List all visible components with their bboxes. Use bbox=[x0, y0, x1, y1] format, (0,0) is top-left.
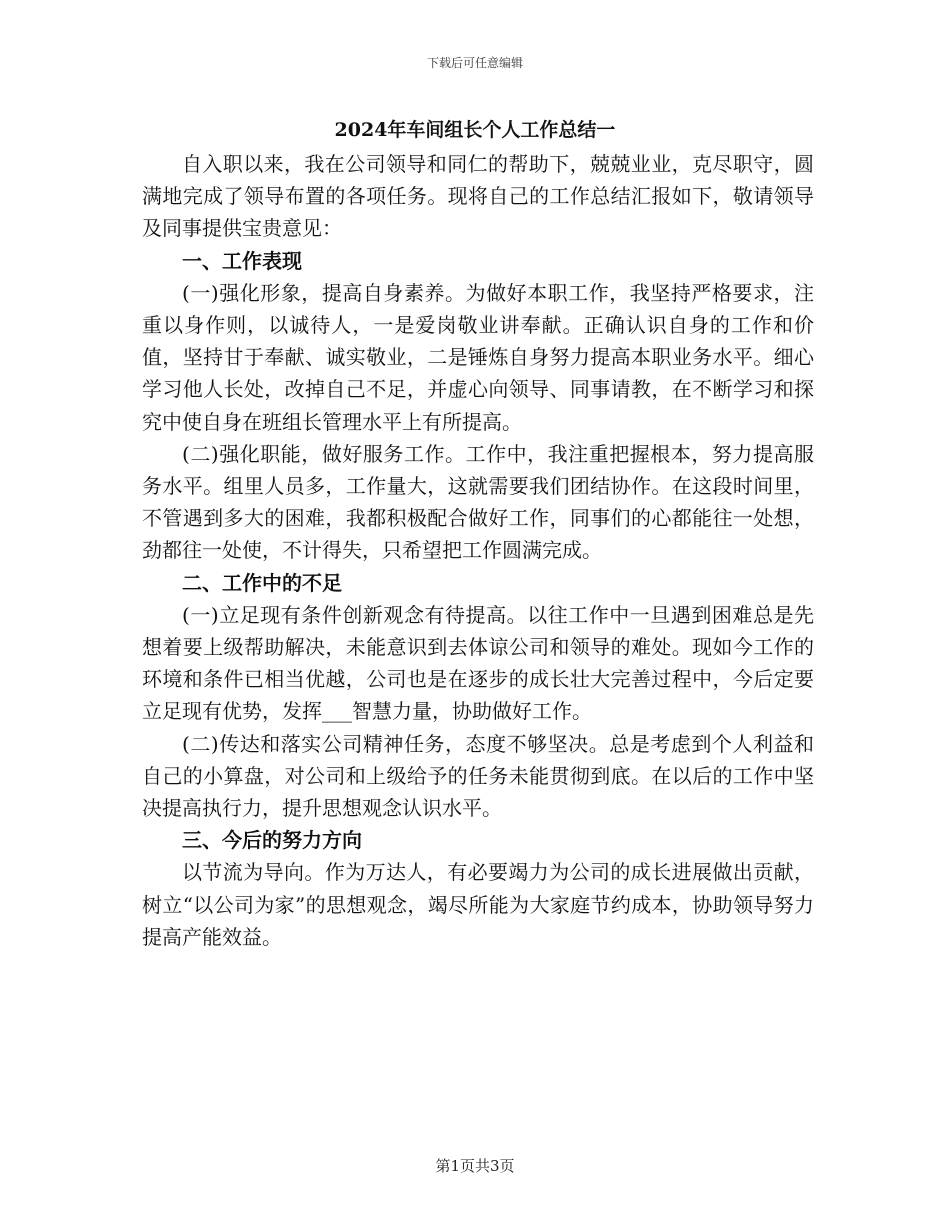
performance-paragraph-2: (二)强化职能，做好服务工作。工作中，我注重把握根本，努力提高服务水平。组里人员多，工作量大，这就需要我们团结协作。在这段时间里，不管遇到多大的困难，我都积极配合做好工作，同事们的心都能往一处想，劲都往一处使，不计得失，只希望把工作圆满完成。 bbox=[142, 441, 814, 563]
intro-paragraph: 自入职以来，我在公司领导和同仁的帮助下，兢兢业业，克尽职守，圆满地完成了领导布置的各项任务。现将自己的工作总结汇报如下，敬请领导及同事提供宝贵意见： bbox=[142, 152, 814, 241]
shortcomings-paragraph-1: (一)立足现有条件创新观念有待提高。以往工作中一旦遇到困难总是先想着要上级帮助解决，未能意识到去体谅公司和领导的难处。现如今工作的环境和条件已相当优越，公司也是在逐步的成长壮大完善过程中，今后定要立足现有优势，发挥___智慧力量，协助做好工作。 bbox=[142, 602, 814, 724]
section-heading-direction: 三、今后的努力方向 bbox=[182, 828, 362, 853]
direction-paragraph: 以节流为导向。作为万达人，有必要竭力为公司的成长进展做出贡献，树立“以公司为家”的思想观念，竭尽所能为大家庭节约成本，协助领导努力提高产能效益。 bbox=[142, 860, 814, 949]
performance-paragraph-1: (一)强化形象，提高自身素养。为做好本职工作，我坚持严格要求，注重以身作则，以诚待人，一是爱岗敬业讲奉献。正确认识自身的工作和价值，坚持甘于奉献、诚实敬业，二是锤炼自身努力提高本职业务水平。细心学习他人长处，改掉自己不足，并虚心向领导、同事请教，在不断学习和探究中使自身在班组长管理水平上有所提高。 bbox=[142, 280, 814, 434]
document-body bbox=[142, 148, 814, 953]
header-note: 下载后可任意编辑 bbox=[426, 56, 523, 70]
page-number: 第1页共3页 bbox=[435, 1157, 515, 1175]
section-heading-shortcomings: 二、工作中的不足 bbox=[182, 570, 342, 595]
section-heading-performance: 一、工作表现 bbox=[182, 248, 302, 273]
shortcomings-paragraph-2: (二)传达和落实公司精神任务，态度不够坚决。总是考虑到个人利益和自己的小算盘，对公司和上级给予的任务未能贯彻到底。在以后的工作中坚决提高执行力，提升思想观念认识水平。 bbox=[142, 731, 814, 821]
document-title: 2024年车间组长个人工作总结一 bbox=[334, 119, 616, 141]
